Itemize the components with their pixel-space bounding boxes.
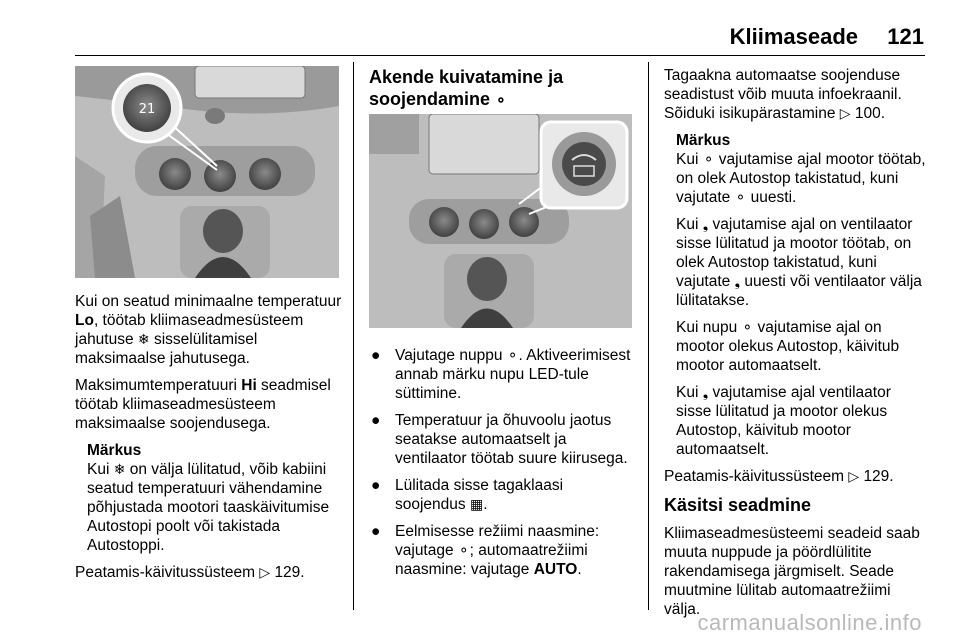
column-3 — [664, 66, 928, 627]
watermark: carmanualsonline.info — [697, 610, 922, 635]
defrost-steps — [369, 346, 635, 579]
note-text: Kui ❄ on välja lülitatud, võib kabiini seatud temperatuuri vähendamine põhjustada mootori taaskäivitumise Autostopi poolt või takistada Autostoppi. — [87, 461, 330, 554]
windscreen-defrost-icon: ⚬ — [741, 319, 754, 335]
paragraph-manual: Kliimaseadmesüsteemi seadeid saab muuta nuppude ja pöördlülitite rakendamisega järgmiselt. Seade muutmine lülitab automaatrežiimi välja. — [664, 525, 920, 618]
display-readout: 21 — [138, 102, 156, 117]
note-block-1 — [87, 441, 347, 555]
fan-icon: ❟ — [702, 384, 709, 400]
snowflake-icon: ❄ — [137, 331, 150, 347]
windscreen-defrost-icon: ⚬ — [702, 151, 715, 167]
climate-console-photo — [75, 66, 339, 278]
column-2 — [369, 66, 635, 119]
column-1 — [75, 292, 347, 590]
page-header — [0, 22, 960, 52]
fan-icon: ❟ — [702, 216, 709, 232]
list-item: ● Lülitada sisse tagaklaasi soojendus ▦. — [371, 477, 564, 513]
stop-start-reference: Peatamis-käivitussüsteem ▷ 129. — [664, 468, 894, 485]
column-2-list — [369, 346, 635, 587]
defrost-console-illustration — [369, 114, 632, 328]
windscreen-defrost-icon: ⚬ — [495, 92, 507, 108]
note-heading: Märkus — [87, 442, 142, 459]
paragraph-hi: Maksimumtemperatuuri Hi seadmisel töötab kliimaseadmesüsteem maksimaalse soojendusega. — [75, 377, 331, 432]
page-title: Kliimaseade — [729, 24, 858, 49]
windscreen-defrost-icon: ⚬ — [734, 189, 747, 205]
section-heading-manual: Käsitsi seadmine — [664, 495, 812, 515]
note-text: Kui ❟ vajutamise ajal on ventilaator sisse lülitatud ja mootor töötab, on olek Autostop takistatud, kuni vajutate ❟ uuesti või ventilaator välja lülitatakse. — [676, 216, 922, 309]
page-reference-icon: ▷ — [848, 468, 860, 484]
page-reference-icon: ▷ — [839, 105, 851, 121]
windscreen-defrost-icon: ⚬ — [457, 542, 470, 558]
rear-window-heating-icon: ▦ — [469, 496, 484, 512]
list-item: ● Temperatuur ja õhuvoolu jaotus seatakse automaatselt ja ventilaator töötab suure kiirusega. — [371, 412, 628, 467]
windscreen-defrost-icon: ⚬ — [506, 347, 519, 363]
list-item: ● Eelmisesse režiimi naasmine: vajutage ⚬; automaatrežiimi naasmine: vajutage AUTO. — [371, 523, 600, 578]
section-heading-defrost: Akende kuivatamine ja soojendamine ⚬ — [369, 67, 564, 109]
snowflake-icon: ❄ — [113, 461, 126, 477]
list-item: ● Vajutage nuppu ⚬. Aktiveerimisest annab märku nupu LED-tule süttimine. — [371, 347, 631, 402]
header-rule — [75, 55, 925, 56]
note-text: Kui nupu ⚬ vajutamise ajal on mootor olekus Autostop, käivitub mootor automaatselt. — [676, 319, 900, 374]
stop-start-reference: Peatamis-käivitussüsteem ▷ 129. — [75, 564, 305, 581]
climate-console-illustration — [75, 66, 339, 278]
defrost-button-photo — [369, 114, 632, 328]
note-block-2 — [676, 131, 928, 459]
paragraph-rear-window: Tagaakna automaatse soojenduse seadistust võib muuta infoekraanil. Sõiduki isikupärastamine ▷ 100. — [664, 67, 902, 122]
paragraph-lo: Kui on seatud minimaalne temperatuur Lo, töötab kliimaseadmesüsteem jahutuse ❄ sisselülitamisel maksimaalse jahutusega. — [75, 293, 342, 367]
page-reference-icon: ▷ — [259, 564, 271, 580]
note-heading: Märkus — [676, 132, 731, 149]
note-text: Kui ❟ vajutamise ajal ventilaator sisse lülitatud ja mootor olekus Autostop, käivitub mootor automaatselt. — [676, 384, 891, 458]
fan-icon: ❟ — [734, 273, 741, 289]
note-text: Kui ⚬ vajutamise ajal mootor töötab, on olek Autostop takistatud, kuni vajutate ⚬ uuesti. — [676, 151, 926, 206]
page-number: 121 — [887, 24, 924, 49]
column-divider-1 — [353, 62, 354, 610]
column-divider-2 — [648, 62, 649, 610]
